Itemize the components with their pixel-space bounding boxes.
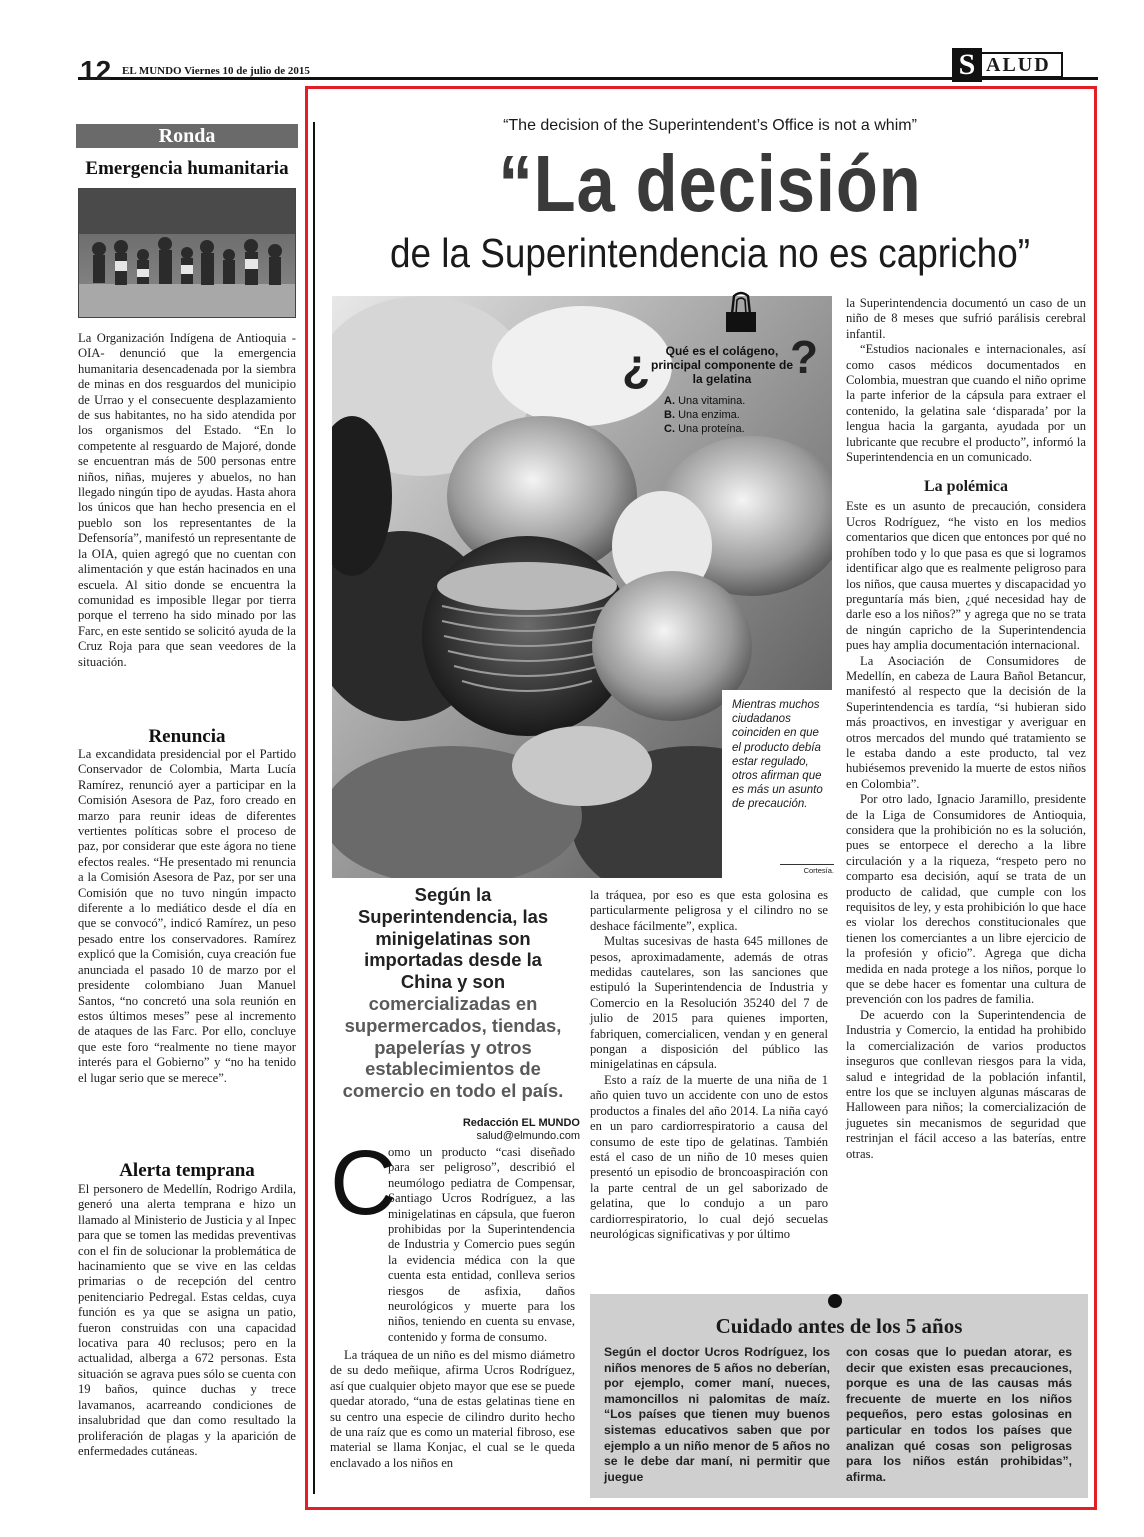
byline-author: Redacción EL MUNDO bbox=[462, 1117, 580, 1129]
article-col2 bbox=[590, 888, 828, 1242]
photo-caption: Mientras muchos ciudadanos coinciden en que el producto debía estar regulado, otros afirman que es más un asunto de precaución. bbox=[732, 699, 823, 811]
bullet-dot-icon bbox=[828, 1294, 842, 1308]
english-deck: “The decision of the Superintendent’s Office is not a whim” bbox=[503, 117, 917, 134]
sidebar-title: Ronda bbox=[76, 124, 298, 148]
article-col3 bbox=[846, 296, 1086, 1162]
headline-sub: de la Superintendencia no es capricho” bbox=[389, 230, 1031, 276]
pull-quote bbox=[340, 884, 566, 1102]
article-paragraph: La Asociación de Consumidores de Medellín, en cabeza de Laura Bañol Betancur, manifestó al respecto que la decisión de la Superintendencia es tardía, “si hubieran sido más proactivos, en investigar y averiguar en otros mercados del mundo qué tratamiento se le estaba dando a este producto, tal vez hubiésemos prevenido la muerte de estos niños en Colombia”. bbox=[846, 653, 1086, 791]
option-text: Una enzima. bbox=[678, 409, 740, 421]
article-paragraph: la Superintendencia documentó un caso de un niño de 8 meses que sufrió parálisis cerebral infantil. bbox=[846, 296, 1086, 341]
option-text: Una proteína. bbox=[678, 423, 745, 435]
pull-quote-light: comercializadas en supermercados, tiendas, papelerías y otros establecimientos de comercio en todo el país. bbox=[342, 992, 564, 1102]
info-box-text-left: Según el doctor Ucros Rodríguez, los niños menores de 5 años no deberían, por ejemplo, comer maní, nueces, mamoncillos ni palomitas de maíz. “Los países que tienen muy buenos sistemas educativos saben que por ejemplo a un niño menor de 5 años no se le debe dar maní, ni permitir que juegue bbox=[604, 1345, 830, 1484]
quiz-options bbox=[664, 394, 745, 436]
quiz-box bbox=[616, 290, 826, 472]
article-paragraph: la tráquea, por eso es que esta golosina es particularmente peligrosa y el cilindro no se deshace fácilmente”, explica. bbox=[590, 888, 828, 933]
sidebar-headline: Renuncia bbox=[148, 726, 226, 747]
photo-credit: Cortesía. bbox=[780, 864, 834, 875]
byline-email: salud@elmundo.com bbox=[476, 1130, 580, 1142]
sidebar-paragraph: El personero de Medellín, Rodrigo Ardila, generó una alerta temprana e hizo un llamado al Ministerio de Justicia y al Inpec para que se tomen las medidas preventivas con el fin de solucionar la problemática de hacinamiento que se vive en las celdas primarias o de recepción del centro penitenciario Pedregal. Estas celdas, cuya función es ya que se asigna un patio, fueron construidas con una capacidad locativa para 40 reclusos; pero en la actualidad, alberga a 672 personas. Esta situación se agrava pues sólo se cuenta con 19 baños, quince duchas y trece lavamanos, acarreando condiciones de insalubridad que dan como resultado la proliferación de plagas y la aparición de enfermedades cutáneas. bbox=[78, 1182, 296, 1458]
article-paragraph: La tráquea de un niño es del mismo diámetro de su dedo meñique, afirma Ucros Rodríguez, así que cualquier objeto mayor que ese se puede quedar atorado, “una de estas gelatinas tiene en su centro una especie de cilindro durito hecho de una raíz que es como un material fibroso, ese material se llama Konjac, el cual se le queda enclavado a los niños en bbox=[330, 1348, 575, 1470]
page-number: 12 bbox=[80, 55, 112, 86]
article-paragraph: De acuerdo con la Superintendencia de Industria y Comercio, la entidad ha prohibido la comercialización de varios productos inseguros que conllevan riesgos para la vida, salud e integridad de la población infantil, entre los que se incluyen algunas máscaras de Halloween para niños; la comercialización de juguetes sin mecanismos de seguridad que restrinjan el fácil acceso a las baterías, entre otras. bbox=[846, 1007, 1086, 1161]
article-paragraph: Esto a raíz de la muerte de una niña de 1 año quien tuvo un accidente con uno de estos productos a finales del año 2014. La niña cayó en un paro cardiorrespiratorio a causa del consumo de este tipo de gelatinas. También está el caso de un niño de 10 meses quien presentó un episodio de broncoaspiración con la parte central de un gel saborizado de gelatina, que lo condujo a un paro cardiorrespiratorio, lo cual dejó secuelas neurológicas significativas y por último bbox=[590, 1072, 828, 1241]
news-photo bbox=[78, 188, 296, 318]
subhead: La polémica bbox=[924, 478, 1008, 496]
binder-clip-icon bbox=[724, 290, 758, 334]
byline bbox=[380, 1117, 580, 1143]
info-box-title: Cuidado antes de los 5 años bbox=[715, 1314, 963, 1338]
article-paragraph: Este es un asunto de precaución, considera Ucros Rodríguez, “he visto en los medios comentarios que dicen que entonces por qué no prohíben todo y lo que pasa es que si logramos identificar algo que es realmente peligroso para los niños, que causa muertes y discapacidad yo preguntaría más bien, ¿qué necesidad hay de darle eso a los niños?” y agrega que no se trata de ningún capricho de la Superintendencia pues hay amplia documentación internacional. bbox=[846, 499, 1086, 653]
section-initial: S bbox=[952, 48, 982, 82]
option-text: Una vitamina. bbox=[678, 395, 746, 407]
section-label bbox=[952, 48, 1086, 82]
article-col1-intro bbox=[388, 1145, 575, 1345]
quiz-option bbox=[664, 422, 745, 436]
article-col1 bbox=[330, 1348, 575, 1471]
quiz-option bbox=[664, 394, 745, 408]
article-paragraph: Por otro lado, Ignacio Jaramillo, presidente de la Liga de Consumidores de Antioquia, considera que la prohibición no es la solución, pues se entorpece el derecho a la libre circulación y a la riqueza, “respeto pero no comparto esa decisión, aquí se trata de un producto de calidad, que cumple con los requisitos de ley, y esta prohibición lo que hace es violar los derechos constitucionales que tienen los comerciantes a un libre ejercicio de la profesión y oficio”. Agrega que dicha medida en nada protege a los niños, porque lo que se debe hacer es fomentar una cultura de prevención con los padres de familia. bbox=[846, 792, 1086, 1007]
sidebar-story-text bbox=[78, 331, 296, 670]
sidebar-headline: Alerta temprana bbox=[119, 1160, 255, 1181]
article-paragraph: “Estudios nacionales e internacionales, así como casos médicos documentados en Colombia, muestran que cuando el niño oprime la parte inferior de la cápsula para extraer el contenido, la gelatina sale ‘disparada’ por la lengua hacia la garganta, ayudada por un lubricante que recubre el producto”, informó la Superintendencia en un comunicado. bbox=[846, 342, 1086, 465]
sidebar-story-text bbox=[78, 747, 296, 1086]
article-paragraph bbox=[388, 1145, 575, 1345]
section-rest: ALUD bbox=[982, 52, 1063, 78]
article-text: omo un producto “casi diseñado para ser peligroso”, describió el neumólogo pediatra de Compensar, Santiago Ucros Rodríguez, a las minigelatinas en cápsula, que fueron prohibidas por la Superintendencia de Industria y Comercio pues según la evidencia médica con la que cuenta esta entidad, conlleva serios riesgos de asfixia, daños neurológicos y muerte para los niños, teniendo en cuenta su envase, contenido y forma de consumo. bbox=[388, 1145, 575, 1344]
option-letter: C. bbox=[664, 423, 675, 435]
headline-main: “La decisión bbox=[498, 139, 922, 228]
sidebar-paragraph: La excandidata presidencial por el Partido Conservador de Colombia, Marta Lucía Ramírez, renunció ayer a participar en la Comisión Asesora de Paz, foro creado en marzo para reunir ideas de diferentes vertientes políticas sobre el proceso de paz, por considerar que este ágora no tiene efectos reales. “He presentado mi renuncia a la Comisión Asesora de Paz, por ser una Comisión que no tuvo ningún impacto diferente a lo mediático desde el día en que se convocó”, indicó Ramírez, un peso pesado entre los conservadores. Ramírez explicó que la Comisión, cuya creación fue anunciada el pasado 10 de marzo por el presidente colombiano Juan Manuel Santos, “no concretó una sola reunión en estos últimos meses” pese al incremento de ataques de las Farc. Por ello, concluye que este foro “realmente no tiene mayor interés para el Gobierno” y “no ha tenido el lugar serio que se merece”. bbox=[78, 747, 296, 1085]
page-meta: EL MUNDO Viernes 10 de julio de 2015 bbox=[122, 65, 310, 77]
quiz-option bbox=[664, 408, 745, 422]
inverted-question-mark: ¿ bbox=[622, 339, 651, 391]
pull-quote-dark: Según la Superintendencia, las minigelatinas son importadas desde la China y son bbox=[357, 884, 549, 993]
option-letter: B. bbox=[664, 409, 675, 421]
sidebar-headline: Emergencia humanitaria bbox=[85, 158, 289, 179]
drop-cap: C bbox=[330, 1132, 397, 1234]
sidebar-story-text bbox=[78, 1182, 296, 1459]
question-mark: ? bbox=[790, 331, 819, 383]
option-letter: A. bbox=[664, 395, 675, 407]
sidebar-paragraph: La Organización Indígena de Antioquia -OIA- denunció que la emergencia humanitaria desencadenada por la siembra de minas en dos resguardos del municipio de Urrao y el consecuente desplazamiento de sus habitantes, no ha sido atendida por los organismos del Estado. “En lo competente al resguardo de Majoré, donde se encuentran más de 500 personas entre niños, niñas, mujeres y abuelos, no han llegado ningún tipo de ayudas. Hasta ahora los únicos que han hecho presencia en el pueblo son los representantes de la Defensoría”, manifestó un representante de la OIA, quien agregó que no cuentan con alimentación y que están hacinados en una escuela. Al sitio donde se encuentra la comunidad es imposible llegar por tierra porque el terreno ha sido minado por las Farc, en este sentido se solicitó ayuda de la Cruz Roja para que sean veedores de la situación. bbox=[78, 331, 296, 669]
article-paragraph: Multas sucesivas de hasta 645 millones de pesos, aproximadamente, además de otras medidas cautelares, son las sanciones que estipuló la Superintendencia de Industria y Comercio en la Resolución 35240 del 7 de julio de 2015 para quienes importen, fabriquen, comercialicen, vendan y en general pongan a disposición del público las minigelatinas en cápsula. bbox=[590, 934, 828, 1072]
info-box-text-right: con cosas que lo puedan atorar, es decir que existen esas precauciones, porque es una de las causas más frecuente de muerte en los niños pequeños, pero estas golosinas en particular en todos los países que analizan qué cosas son peligrosas para los niños están prohibidas”, afirma. bbox=[846, 1345, 1072, 1484]
quiz-question: Qué es el colágeno, principal componente de la gelatina bbox=[650, 344, 794, 386]
